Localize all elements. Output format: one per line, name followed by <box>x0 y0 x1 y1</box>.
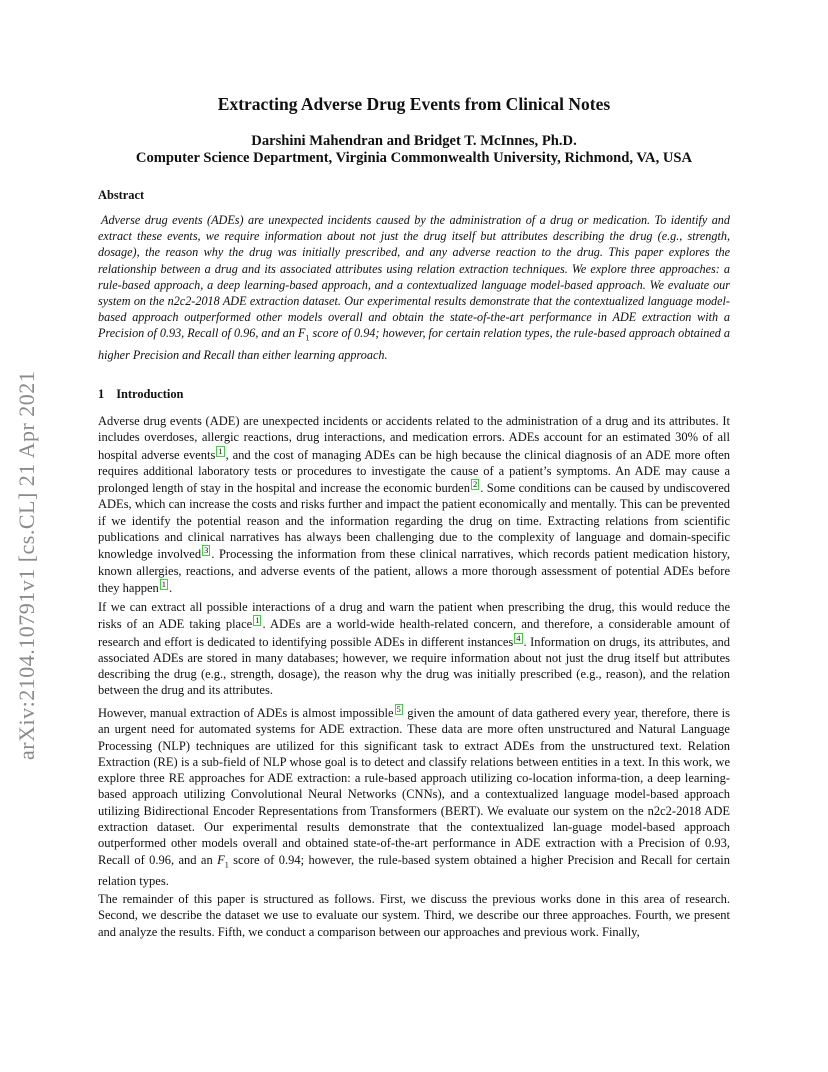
intro-paragraph-3: However, manual extraction of ADEs is almost impossible 5 given the amount of data gathered every year, therefore, there is an urgent need for automated systems for ADE extraction. These data are more often unstructured and Natural Language Processing (NLP) techniques are utilized for this significant task to extract ADEs from the unstructured text. Relation Extraction (RE) is a sub-field of NLP whose goal is to detect and classify relations between entities in a text. In this work, we explore three RE approaches for ADE extraction: a rule-based approach utilizing co-location informa-tion, a deep learning-based approach utilizing Convolutional Neural Networks (CNNs), and a contextualized language model-based approach utilizing Bidirectional Encoder Representations from Transformers (BERT). We evaluate our system on the n2c2-2018 ADE extraction dataset. Our experimental results demonstrate that the contextualized lan-guage model-based approach outperformed other models overall and obtained state-of-the-art performance in ADE extraction with a Precision of 0.93, Recall of 0.96, and an $F_1$ score of 0.94; however, the rule-based system obtained a higher Precision and Recall for certain relation types. <box>98 704 730 889</box>
intro-paragraph-1: Adverse drug events (ADE) are unexpected incidents or accidents related to the administration of a drug and its attributes. It includes overdoses, allergic reactions, drug interactions, and medication errors. ADEs account for an estimated 30% of all hospital adverse events 1 , and the cost of managing ADEs can be high because the clinical diagnosis of an ADE more often requires additional laboratory tests or procedures to investigate the cause of a patient’s symptoms. An ADE may cause a prolonged length of stay in the hospital and increase the economic burden 2 . Some conditions can be caused by undiscovered ADEs, which can increase the costs and risks further and impact the patient economically and mentally. This can be prevented if we identify the potential reason and the information regarding the drug on time. Extracting relations from scientific publications and clinical narratives has always been challenging due to the complexity of language and domain-specific knowledge involved 3 . Processing the information from these clinical narratives, which records patient medication history, known allergies, reactions, and adverse events of the patient, allows a more thorough assessment of potential ADEs before they happen 1 . <box>98 414 730 595</box>
author-names: Darshini Mahendran and Bridget T. McInnes, Ph.D. <box>251 133 577 149</box>
abstract-text-part: Adverse drug events (ADEs) are unexpected incidents caused by the administration of a drug or medication. To identify and extract these events, we require information about not just the drug itself but attributes describing the drug (e.g., strength, dosage), the reason why the drug was initially prescribed, and any adverse reaction to the drug. This paper explores the relationship between a drug and its associated attributes using relation extraction techniques. We explore three approaches: a rule-based approach, a deep learning-based approach, and a contextualized language model-based approach. We evaluate our system on the n2c2-2018 ADE extraction dataset. Our experimental results demonstrate that the contextualized language model-based approach outperformed other models overall and obtain the state-of-the-art performance in ADE extraction with a Precision of 0.93, Recall of 0.96, and an <box>98 213 730 341</box>
citation-link[interactable]: 1 <box>255 615 260 626</box>
citation-link[interactable]: 1 <box>218 445 223 456</box>
citation-link[interactable]: 3 <box>204 545 209 556</box>
f1-symbol: $F_1$ <box>217 852 229 870</box>
author-block <box>98 133 730 167</box>
citation-link[interactable]: 2 <box>472 479 478 490</box>
f1-symbol: $F_1$ <box>298 326 310 343</box>
section-heading-introduction <box>98 387 183 402</box>
author-affiliation: Computer Science Department, Virginia Commonwealth University, Richmond, VA, USA <box>135 150 693 166</box>
citation-link[interactable]: 4 <box>516 632 521 643</box>
section-number: 1 <box>98 387 105 401</box>
section-title: Introduction <box>116 387 184 401</box>
abstract-text-part: score of 0.94; however, for certain relation types, the rule-based approach obtained a higher Precision and Recall than either learning approach. <box>98 326 730 363</box>
intro-paragraph-4: The remainder of this paper is structured as follows. First, we discuss the previous works done in this area of research. Second, we describe the dataset we use to evaluate our system. Third, we describe our three approaches. Fourth, we present and analyze the results. Fifth, we conduct a comparison between our approaches and previous work. Finally, <box>98 892 730 939</box>
arxiv-identifier[interactable]: arXiv:2104.10791v1 [cs.CL] 21 Apr 2021 <box>14 370 39 760</box>
citation-link[interactable]: 5 <box>396 704 401 714</box>
intro-paragraph-2: If we can extract all possible interactions of a drug and warn the patient when prescribing the drug, this would reduce the risks of an ADE taking place 1 . ADEs are a world-wide health-related concern, and therefore, a considerable amount of research and effort is dedicated to identifying possible ADEs in different instances 4 . Information on drugs, its attributes, and associated ADEs are stored in many databases; however, we require information about not just the drug itself but attributes describing the drug (e.g., strength, dosage), the reason why the drug was initially prescribed (e.g., reason), and the relation between the drug and its attributes. <box>98 600 731 698</box>
abstract-heading: Abstract <box>98 188 145 202</box>
citation-link[interactable]: 1 <box>161 578 166 589</box>
paper-title: Extracting Adverse Drug Events from Clinical Notes <box>217 94 611 114</box>
abstract-text <box>98 212 730 363</box>
